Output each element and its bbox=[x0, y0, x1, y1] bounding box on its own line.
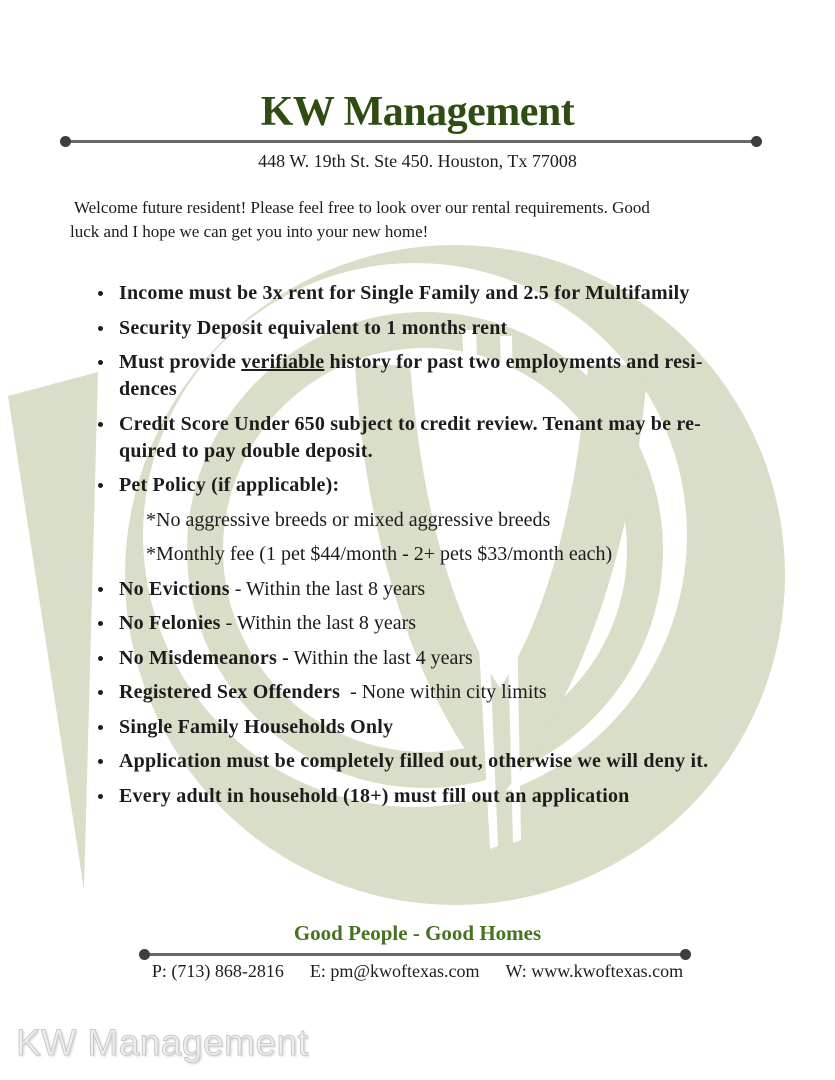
requirement-item bbox=[96, 472, 786, 568]
requirement-line: No Misdemeanors - Within the last 4 years bbox=[119, 646, 473, 669]
bullet-dot bbox=[98, 725, 103, 730]
footer-divider bbox=[141, 953, 689, 956]
requirements-list bbox=[96, 280, 786, 817]
bullet-dot bbox=[98, 422, 103, 427]
bullet-dot bbox=[98, 656, 103, 661]
requirement-line: Pet Policy (if applicable): bbox=[119, 474, 340, 496]
requirement-line: Credit Score Under 650 subject to credit review. Tenant may be re- bbox=[119, 412, 702, 435]
welcome-line-1: Welcome future resident! Please feel free to look over our rental requirements. Good bbox=[70, 198, 650, 217]
requirement-line: dences bbox=[119, 378, 177, 400]
requirement-item bbox=[96, 576, 786, 603]
bullet-dot bbox=[98, 587, 103, 592]
email-address: E: pm@kwoftexas.com bbox=[309, 961, 480, 981]
bullet-dot bbox=[98, 690, 103, 695]
requirement-item bbox=[96, 714, 786, 741]
welcome-text bbox=[70, 196, 780, 244]
company-tagline: Good People - Good Homes bbox=[293, 921, 542, 945]
website-url: W: www.kwoftexas.com bbox=[505, 961, 684, 981]
bullet-dot bbox=[98, 326, 103, 331]
requirement-item bbox=[96, 411, 786, 465]
requirement-item bbox=[96, 315, 786, 342]
company-address: 448 W. 19th St. Ste 450. Houston, Tx 77008 bbox=[258, 151, 577, 171]
requirement-line: No Felonies - Within the last 8 years bbox=[119, 612, 417, 634]
requirement-sub-item: *Monthly fee (1 pet $44/month - 2+ pets $33/month each) bbox=[146, 543, 613, 565]
requirement-item bbox=[96, 645, 786, 672]
requirement-line: Must provide verifiable history for past two employments and resi- bbox=[119, 351, 703, 373]
divider-endpoint-dot bbox=[751, 136, 762, 147]
requirement-item bbox=[96, 280, 786, 307]
requirement-line: Registered Sex Offenders - None within city limits bbox=[119, 681, 547, 703]
photo-caption: KW Management bbox=[16, 1022, 309, 1063]
requirement-line: Every adult in household (18+) must fill out an application bbox=[119, 784, 630, 807]
requirement-item bbox=[96, 349, 786, 403]
requirement-line: quired to pay double deposit. bbox=[119, 439, 373, 462]
phone-number: P: (713) 868-2816 bbox=[151, 961, 284, 981]
page-title: KW Management bbox=[260, 89, 575, 135]
bullet-dot bbox=[98, 483, 103, 488]
bullet-dot bbox=[98, 759, 103, 764]
requirement-item bbox=[96, 610, 786, 637]
requirement-sub-item: *No aggressive breeds or mixed aggressive breeds bbox=[146, 508, 551, 531]
bullet-dot bbox=[98, 621, 103, 626]
bullet-dot bbox=[98, 360, 103, 365]
bullet-dot bbox=[98, 291, 103, 296]
requirement-line: Income must be 3x rent for Single Family and 2.5 for Multifamily bbox=[119, 282, 690, 304]
contact-line bbox=[0, 959, 835, 984]
requirement-item bbox=[96, 783, 786, 810]
bullet-dot bbox=[98, 794, 103, 799]
welcome-line-2: luck and I hope we can get you into your new home! bbox=[70, 222, 429, 241]
header-divider bbox=[62, 140, 760, 143]
requirement-item bbox=[96, 679, 786, 706]
requirement-line: Single Family Households Only bbox=[119, 715, 394, 738]
divider-endpoint-dot bbox=[60, 136, 71, 147]
requirement-line: Application must be completely filled out, otherwise we will deny it. bbox=[119, 750, 709, 772]
requirement-line: No Evictions - Within the last 8 years bbox=[119, 577, 426, 600]
requirement-line: Security Deposit equivalent to 1 months rent bbox=[119, 316, 508, 339]
requirement-item bbox=[96, 748, 786, 775]
